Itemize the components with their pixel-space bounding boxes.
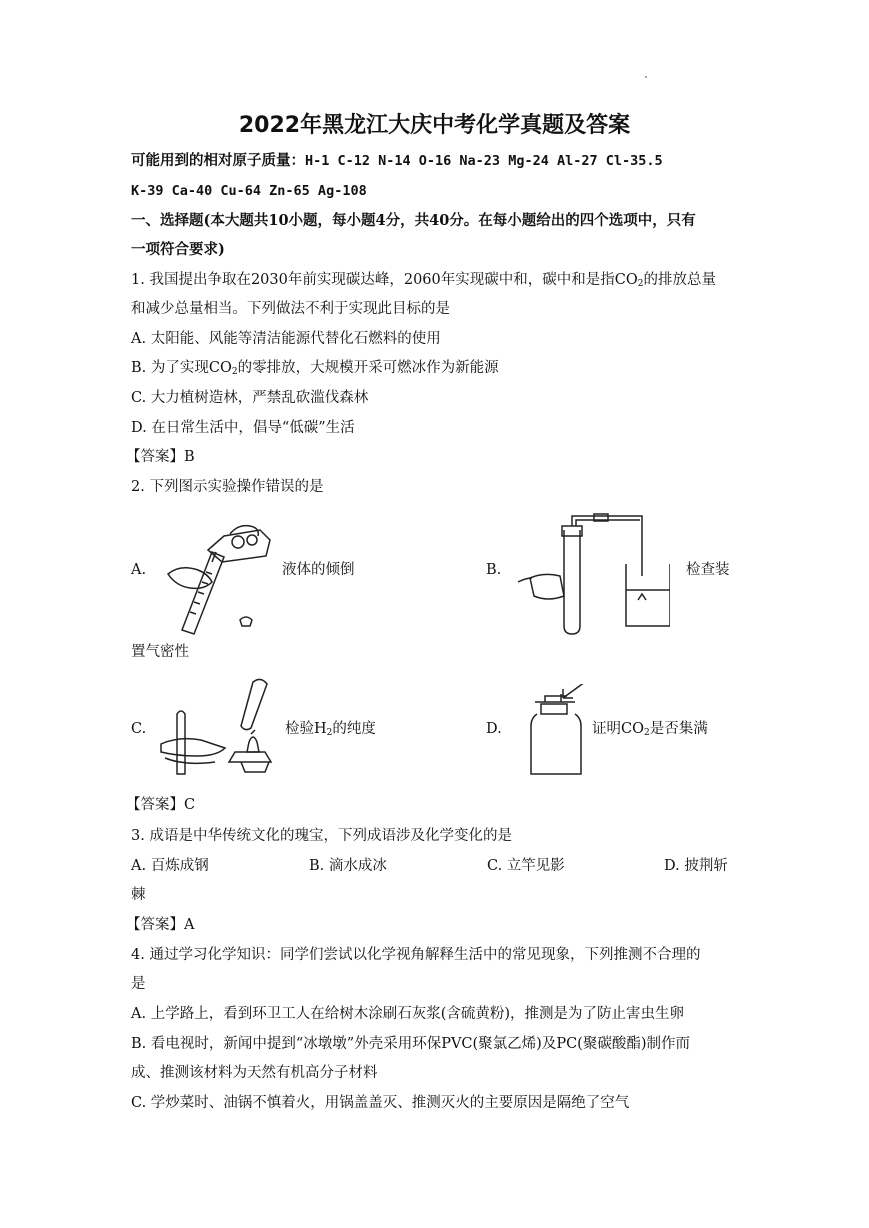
- q2-caption-c-sub: 2: [326, 728, 333, 738]
- scan-dot: [645, 76, 647, 78]
- q1-answer: 【答案】B: [126, 449, 195, 465]
- q3-option-c: C. 立竿见影: [487, 858, 565, 874]
- q1-stem-text-b: 的排放总量: [643, 272, 716, 288]
- q2-label-d: D.: [486, 721, 502, 737]
- q1-stem-sub: 2: [637, 279, 644, 289]
- q2-caption-d-text-a: 证明CO: [592, 721, 644, 737]
- q1-option-d: D. 在日常生活中，倡导“低碳”生活: [131, 420, 355, 436]
- q2-caption-a: 液体的倾倒: [282, 562, 355, 578]
- q2-answer: 【答案】C: [126, 797, 196, 813]
- q2-caption-c: [285, 719, 376, 743]
- q3-option-d-2: 棘: [131, 887, 146, 903]
- q3-answer: 【答案】A: [126, 917, 195, 933]
- q2-caption-c-text-a: 检验H: [285, 721, 327, 737]
- atomic-mass-label: 可能用到的相对原子质量：: [131, 152, 305, 169]
- q2-label-a: A.: [131, 562, 147, 578]
- q1-option-b-text-b: 的零排放，大规模开采可燃冰作为新能源: [237, 360, 499, 376]
- q1-stem-text-a: 1. 我国提出争取在2030年前实现碳达峰，2060年实现碳中和，碳中和是指CO: [131, 272, 638, 288]
- q3-stem: 3. 成语是中华传统文化的瑰宝，下列成语涉及化学变化的是: [131, 828, 512, 844]
- q2-caption-d-text-b: 是否集满: [649, 721, 708, 737]
- q1-option-b-text-a: B. 为了实现CO: [131, 360, 232, 376]
- q2-caption-d-sub: 2: [643, 728, 650, 738]
- q3-option-d-1: D. 披荆斩: [664, 858, 728, 874]
- q1-option-c: C. 大力植树造林，严禁乱砍滥伐森林: [131, 390, 369, 406]
- q1-stem-line-1: [131, 270, 716, 294]
- section-heading-line-1: 一、选择题(本大题共10小题，每小题4分，共40分。在每小题给出的四个选项中，只有: [131, 212, 696, 229]
- section-heading-line-2: 一项符合要求): [131, 241, 225, 258]
- q4-option-b-1: B. 看电视时，新闻中提到“冰墩墩”外壳采用环保PVC(聚氯乙烯)及PC(聚碳酸酯)制作而: [131, 1036, 690, 1052]
- airtightness-check-illustration: [510, 510, 670, 635]
- q1-option-a: A. 太阳能、风能等清洁能源代替化石燃料的使用: [131, 331, 441, 347]
- q2-caption-b-1: 检查装: [686, 562, 730, 578]
- hydrogen-purity-test-illustration: [155, 674, 285, 784]
- q1-stem-line-2: 和减少总量相当。下列做法不利于实现此目标的是: [131, 301, 450, 317]
- q4-option-a: A. 上学路上，看到环卫工人在给树木涂刷石灰浆(含硫黄粉)，推测是为了防止害虫生卵: [131, 1006, 685, 1022]
- q3-option-a: A. 百炼成钢: [131, 858, 209, 874]
- q4-stem-line-1: 4. 通过学习化学知识：同学们尝试以化学视角解释生活中的常见现象，下列推测不合理的: [131, 947, 701, 963]
- atomic-mass-line-2: K-39 Ca-40 Cu-64 Zn-65 Ag-108: [131, 183, 367, 199]
- gas-collection-bottle-illustration: [525, 684, 595, 779]
- q2-caption-b-2: 置气密性: [131, 644, 189, 660]
- q4-stem-line-2: 是: [131, 976, 146, 992]
- pouring-liquid-illustration: [160, 512, 285, 637]
- q1-option-b-sub: 2: [231, 367, 238, 377]
- q2-label-b: B.: [486, 562, 502, 578]
- q1-option-b: [131, 358, 499, 382]
- q2-stem: 2. 下列图示实验操作错误的是: [131, 479, 324, 495]
- q2-label-c: C.: [131, 721, 147, 737]
- q2-caption-c-text-b: 的纯度: [332, 721, 376, 737]
- atomic-mass-values-1: H-1 C-12 N-14 O-16 Na-23 Mg-24 Al-27 Cl-35.5: [305, 153, 663, 169]
- page-title: 2022年黑龙江大庆中考化学真题及答案: [238, 113, 631, 138]
- q4-option-c: C. 学炒菜时、油锅不慎着火，用锅盖盖灭、推测灭火的主要原因是隔绝了空气: [131, 1095, 630, 1111]
- atomic-mass-line-1: [131, 151, 663, 171]
- q3-option-b: B. 滴水成冰: [309, 858, 387, 874]
- q2-caption-d: [592, 719, 708, 743]
- q4-option-b-2: 成、推测该材料为天然有机高分子材料: [131, 1065, 378, 1081]
